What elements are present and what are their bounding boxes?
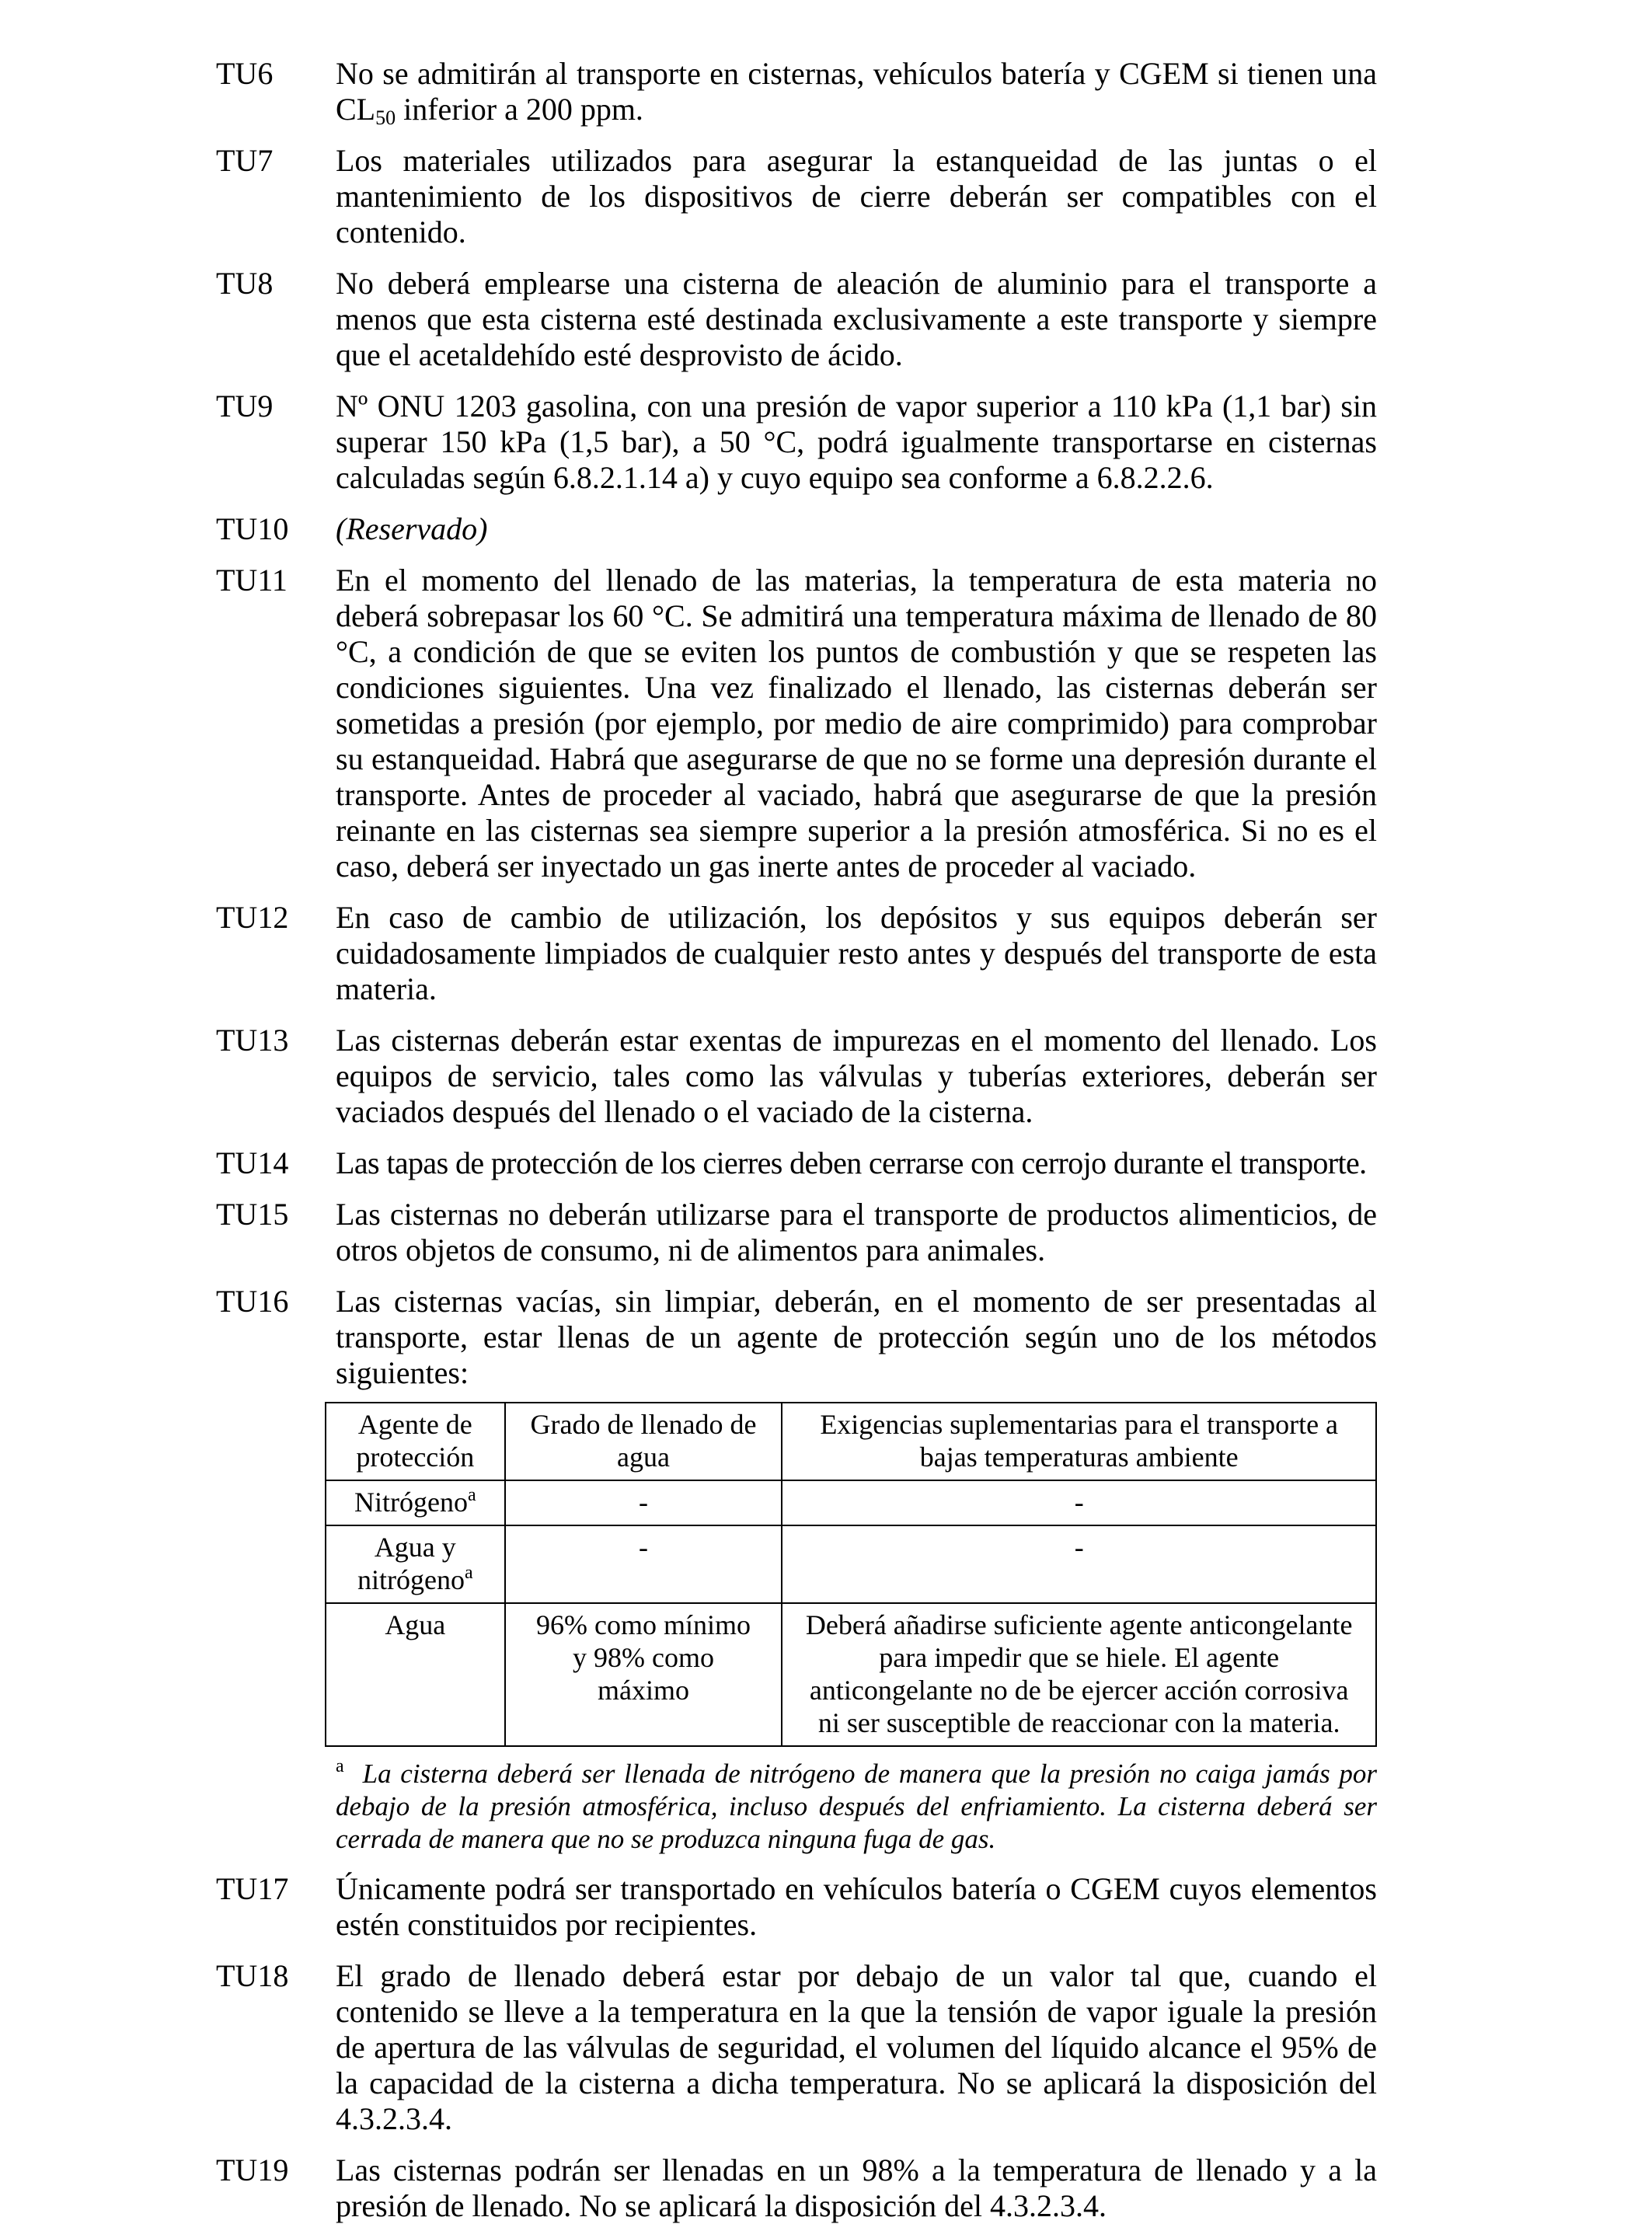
entry-tu6 xyxy=(0,56,1652,127)
entry-text: Las cisternas deberán estar exentas de impurezas en el momento del llenado. Los equipos de servicio, tales como las válvulas y tuberías exteriores, deberán ser vaciados después del llenado o el vaciado de la cisterna. xyxy=(336,1023,1377,1129)
agent-name: Agua y nitrógeno xyxy=(357,1532,465,1595)
entry-code: TU8 xyxy=(216,266,274,301)
entry-tu14 xyxy=(0,1145,1652,1181)
entry-tu13 xyxy=(0,1023,1652,1130)
entry-tu17 xyxy=(0,1871,1652,1943)
entry-code: TU18 xyxy=(216,1958,289,1993)
footnote-marker: a xyxy=(336,1756,344,1776)
table-cell-fill: 96% como mínimo y 98% como máximo xyxy=(505,1603,782,1746)
table-header-cell: Exigencias suplementarias para el transporte a bajas temperaturas ambiente xyxy=(782,1403,1376,1480)
table-cell-agent xyxy=(326,1603,505,1746)
entry-tu8 xyxy=(0,266,1652,373)
footnote-marker: a xyxy=(467,1485,476,1505)
table-cell-requirement: - xyxy=(782,1525,1376,1603)
entry-text: (Reservado) xyxy=(336,511,488,546)
entry-code: TU11 xyxy=(216,563,288,598)
table-header-row xyxy=(326,1403,1376,1480)
entry-code: TU19 xyxy=(216,2153,289,2187)
entry-tu15 xyxy=(0,1197,1652,1268)
entry-code: TU15 xyxy=(216,1197,289,1232)
table-header-cell: Grado de llenado de agua xyxy=(505,1403,782,1480)
table-cell-requirement: - xyxy=(782,1480,1376,1525)
entry-code: TU17 xyxy=(216,1871,289,1906)
entry-text: Las cisternas no deberán utilizarse para el transporte de productos alimenticios, de otros objetos de consumo, ni de alimentos para animales. xyxy=(336,1197,1377,1267)
entry-text: Los materiales utilizados para asegurar la estanqueidad de las juntas o el mantenimiento de los dispositivos de cierre deberán ser compatibles con el contenido. xyxy=(336,143,1377,249)
subscript: 50 xyxy=(375,106,396,129)
entry-code: TU7 xyxy=(216,143,274,178)
footnote-text: La cisterna deberá ser llenada de nitrógeno de manera que la presión no caiga jamás por debajo de la presión atmosférica, incluso después del enfriamiento. La cisterna deberá ser cerrada de manera que no se produzca ninguna fuga de gas. xyxy=(336,1759,1377,1854)
entry-tu7 xyxy=(0,143,1652,250)
entry-code: TU9 xyxy=(216,389,274,424)
entry-code: TU6 xyxy=(216,56,274,91)
entry-text: Únicamente podrá ser transportado en vehículos batería o CGEM cuyos elementos estén constituidos por recipientes. xyxy=(336,1871,1377,1942)
entry-text: El grado de llenado deberá estar por debajo de un valor tal que, cuando el contenido se lleve a la temperatura en la que la tensión de vapor iguale la presión de apertura de las válvulas de seguridad, el volumen del líquido alcance el 95% de la capacidad de la cisterna a dicha temperatura. No se aplicará la disposición del 4.3.2.3.4. xyxy=(336,1958,1377,2136)
entry-text: En caso de cambio de utilización, los depósitos y sus equipos deberán ser cuidadosamente limpiados de cualquier resto antes y después del transporte de esta materia. xyxy=(336,900,1377,1006)
table-row xyxy=(326,1480,1376,1525)
entry-text: Nº ONU 1203 gasolina, con una presión de vapor superior a 110 kPa (1,1 bar) sin superar 150 kPa (1,5 bar), a 50 °C, podrá igualmente transportarse en cisternas calculadas según 6.8.2.1.14 a) y cuyo equipo sea conforme a 6.8.2.2.6. xyxy=(336,389,1377,495)
entry-text xyxy=(336,56,1377,127)
entry-tu19 xyxy=(0,2153,1652,2224)
entry-code: TU12 xyxy=(216,900,289,935)
agent-name: Agua xyxy=(385,1609,446,1640)
protection-agent-table xyxy=(325,1402,1377,1747)
entry-tu16 xyxy=(0,1284,1652,1856)
table-cell-fill: - xyxy=(505,1480,782,1525)
entry-text-part: No se admitirán al transporte en cisternas, vehículos batería y CGEM si tienen una CL xyxy=(336,56,1377,127)
entry-tu18 xyxy=(0,1958,1652,2137)
footnote-marker: a xyxy=(464,1563,473,1583)
entry-tu10 xyxy=(0,511,1652,547)
table-header-cell: Agente de protección xyxy=(326,1403,505,1480)
entry-text-part: inferior a 200 ppm. xyxy=(396,92,643,127)
table-footnote xyxy=(336,1758,1377,1856)
entry-code: TU10 xyxy=(216,511,289,546)
agent-name: Nitrógeno xyxy=(354,1487,468,1518)
entry-text: Las tapas de protección de los cierres deben cerrarse con cerrojo durante el transporte. xyxy=(336,1145,1367,1180)
entry-text: No deberá emplearse una cisterna de aleación de aluminio para el transporte a menos que esta cisterna esté destinada exclusivamente a este transporte y siempre que el acetaldehído esté desprovisto de ácido. xyxy=(336,266,1377,372)
entry-code: TU14 xyxy=(216,1145,289,1180)
entry-tu9 xyxy=(0,389,1652,496)
entry-tu11 xyxy=(0,563,1652,884)
table-row xyxy=(326,1603,1376,1746)
table-cell-agent xyxy=(326,1525,505,1603)
table-cell-agent xyxy=(326,1480,505,1525)
entry-code: TU13 xyxy=(216,1023,289,1058)
entry-text: Las cisternas podrán ser llenadas en un 98% a la temperatura de llenado y a la presión de llenado. No se aplicará la disposición del 4.3.2.3.4. xyxy=(336,2153,1377,2223)
table-cell-fill: - xyxy=(505,1525,782,1603)
table-row xyxy=(326,1525,1376,1603)
entry-text: Las cisternas vacías, sin limpiar, deberán, en el momento de ser presentadas al transporte, estar llenas de un agente de protección según uno de los métodos siguientes: xyxy=(336,1284,1377,1390)
entry-tu12 xyxy=(0,900,1652,1007)
table-cell-requirement: Deberá añadirse suficiente agente anticongelante para impedir que se hiele. El agente anticongelante no de be ejercer acción corrosiva ni ser susceptible de reaccionar con la materia. xyxy=(782,1603,1376,1746)
entry-code: TU16 xyxy=(216,1284,289,1319)
entry-text: En el momento del llenado de las materias, la temperatura de esta materia no deberá sobrepasar los 60 °C. Se admitirá una temperatura máxima de llenado de 80 °C, a condición de que se eviten los puntos de combustión y que se respeten las condiciones siguientes. Una vez finalizado el llenado, las cisternas deberán ser sometidas a presión (por ejemplo, por medio de aire comprimido) para comprobar su estanqueidad. Habrá que asegurarse de que no se forme una depresión durante el transporte. Antes de proceder al vaciado, habrá que asegurarse de que la presión reinante en las cisternas sea siempre superior a la presión atmosférica. Si no es el caso, deberá ser inyectado un gas inerte antes de proceder al vaciado. xyxy=(336,563,1377,884)
